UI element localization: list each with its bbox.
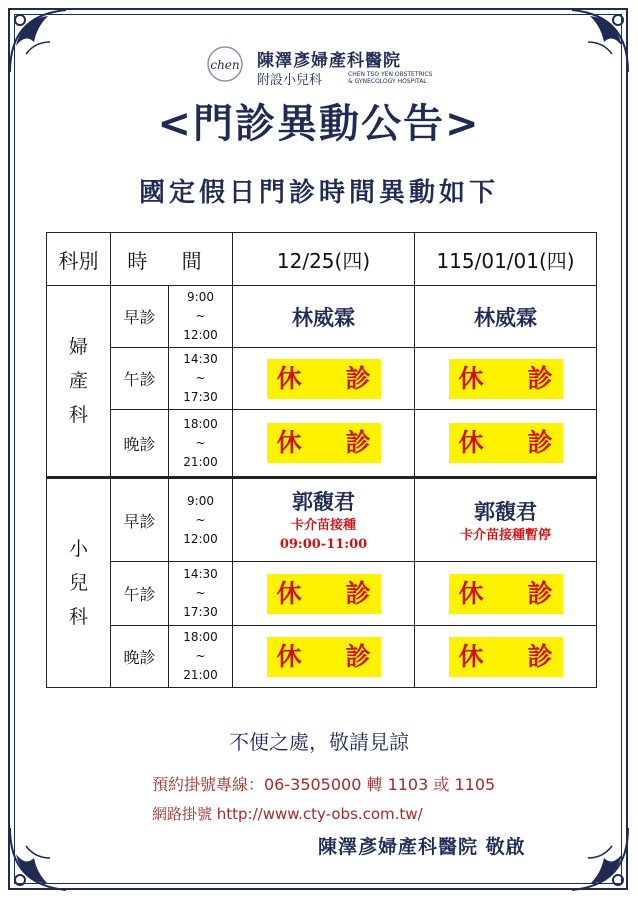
page-subtitle: 國定假日門診時間異動如下 bbox=[138, 178, 499, 208]
table-row bbox=[47, 626, 597, 688]
session-time: 14:30 ~ 17:30 bbox=[169, 348, 233, 410]
closed-badge: 休診 bbox=[267, 637, 381, 677]
doctor-name: 郭馥君 bbox=[474, 498, 538, 524]
session-label: 晚診 bbox=[111, 410, 169, 478]
ornament-corner-icon bbox=[6, 824, 76, 894]
doctor-name: 林威霖 bbox=[292, 304, 356, 330]
table-row bbox=[47, 562, 597, 626]
ornament-corner-icon bbox=[6, 6, 76, 76]
closed-cell bbox=[415, 410, 597, 478]
closed-cell bbox=[233, 348, 415, 410]
header-dept: 科別 bbox=[47, 233, 111, 286]
closed-badge: 休診 bbox=[267, 423, 381, 463]
session-time: 9:00 ~ 12:00 bbox=[169, 478, 233, 562]
closed-badge: 休診 bbox=[449, 423, 563, 463]
session-time: 18:00 ~ 21:00 bbox=[169, 626, 233, 688]
doctor-name: 郭馥君 bbox=[292, 489, 356, 514]
closed-cell bbox=[233, 410, 415, 478]
session-time: 9:00 ~ 12:00 bbox=[169, 286, 233, 348]
session-label: 早診 bbox=[111, 478, 169, 562]
header-time: 時 間 bbox=[111, 233, 233, 286]
closed-badge: 休診 bbox=[449, 359, 563, 399]
doctor-cell bbox=[233, 286, 415, 348]
logo-mark-text: chen bbox=[210, 58, 240, 72]
dept-pediatrics: 小 兒 科 bbox=[47, 478, 111, 688]
doctor-name: 林威霖 bbox=[474, 304, 538, 330]
closed-cell bbox=[415, 626, 597, 688]
table-header-row bbox=[47, 233, 597, 286]
schedule-table bbox=[46, 232, 597, 688]
table-row bbox=[47, 478, 597, 562]
hospital-name: 陳澤彥婦產科醫院 bbox=[257, 51, 401, 71]
ornament-corner-icon bbox=[562, 824, 632, 894]
closed-badge: 休診 bbox=[449, 574, 563, 614]
closed-cell bbox=[233, 562, 415, 626]
ornament-corner-icon bbox=[562, 6, 632, 76]
session-label: 晚診 bbox=[111, 626, 169, 688]
table-row bbox=[47, 410, 597, 478]
table-row bbox=[47, 286, 597, 348]
session-label: 午診 bbox=[111, 562, 169, 626]
hospital-logo-icon bbox=[205, 42, 245, 86]
vaccine-note: 卡介苗接種暫停 bbox=[460, 527, 552, 543]
dept-obgyn: 婦 產 科 bbox=[47, 286, 111, 478]
doctor-cell bbox=[415, 478, 597, 562]
session-label: 午診 bbox=[111, 348, 169, 410]
web-link[interactable]: 網路掛號 http://www.cty-obs.com.tw/ bbox=[152, 805, 423, 823]
hospital-subname: 附設小兒科 bbox=[257, 73, 323, 88]
closed-cell bbox=[415, 562, 597, 626]
doctor-cell bbox=[233, 478, 415, 562]
closed-cell bbox=[233, 626, 415, 688]
header-day1: 12/25(四) bbox=[233, 233, 415, 286]
closed-badge: 休診 bbox=[267, 359, 381, 399]
session-time: 18:00 ~ 21:00 bbox=[169, 410, 233, 478]
signature-text: 陳澤彥婦產科醫院 敬啟 bbox=[318, 836, 526, 858]
session-time: 14:30 ~ 17:30 bbox=[169, 562, 233, 626]
hospital-name-en: CHEN TSO YEN OBSTETRICS & GYNECOLOGY HOSPITAL bbox=[348, 71, 433, 85]
hospital-logo bbox=[205, 42, 445, 92]
header-day2: 115/01/01(四) bbox=[415, 233, 597, 286]
session-label: 早診 bbox=[111, 286, 169, 348]
apology-text: 不便之處，敬請見諒 bbox=[229, 730, 409, 754]
closed-cell bbox=[415, 348, 597, 410]
table-row bbox=[47, 348, 597, 410]
phone-text: 預約掛號專線：06-3505000 轉 1103 或 1105 bbox=[152, 775, 496, 794]
vaccine-note: 卡介苗接種 bbox=[291, 518, 357, 533]
closed-badge: 休診 bbox=[267, 574, 381, 614]
page-title: <門診異動公告> bbox=[157, 101, 481, 147]
doctor-cell bbox=[415, 286, 597, 348]
closed-badge: 休診 bbox=[449, 637, 563, 677]
vaccine-time: 09:00-11:00 bbox=[279, 537, 368, 552]
